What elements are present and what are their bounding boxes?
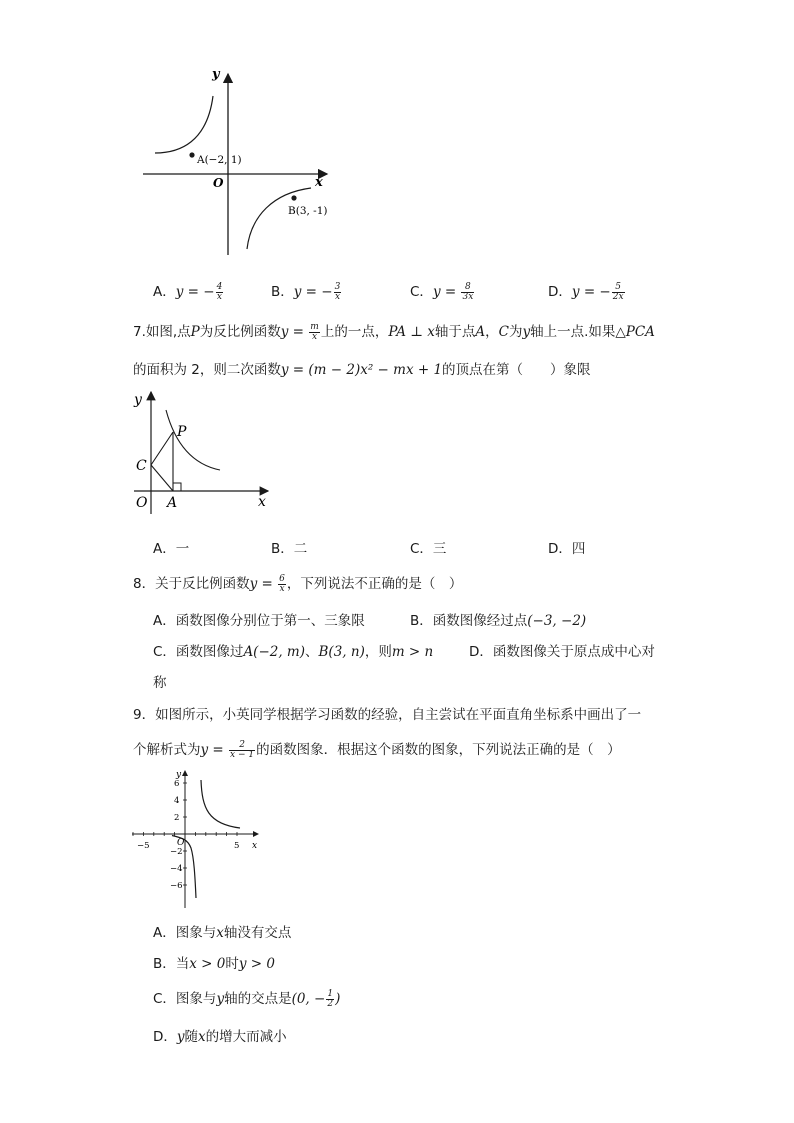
right-angle-mark bbox=[173, 483, 181, 491]
y-axis-label: y bbox=[212, 67, 220, 82]
q9-option-c[interactable]: C．图象与y轴的交点是(0, − $\frac{1}{2}$ ) bbox=[153, 988, 341, 1009]
point-c-label: C bbox=[136, 458, 147, 474]
q9-figure bbox=[128, 768, 263, 910]
fraction: $\frac{1}{2}$ bbox=[327, 988, 334, 1009]
y-tick-neg6: −6 bbox=[170, 881, 183, 891]
fraction: $\frac{m}{x}$ bbox=[310, 321, 319, 342]
q9-option-b[interactable]: B．当x > 0时y > 0 bbox=[153, 956, 275, 972]
q6-figure bbox=[135, 60, 345, 260]
fraction: $\frac{3}{x}$ bbox=[334, 281, 341, 302]
y-axis-label: y bbox=[134, 392, 142, 408]
q8-option-d-wrap: 称 bbox=[153, 675, 167, 691]
curve-branch-4 bbox=[247, 188, 311, 249]
y-tick-2: 2 bbox=[174, 813, 180, 823]
q9-option-a[interactable]: A．图象与x轴没有交点 bbox=[153, 925, 292, 941]
point-b-label: B(3, -1) bbox=[288, 205, 328, 217]
q6-option-d[interactable]: D．y = − $\frac{5}{2x}$ bbox=[548, 281, 624, 302]
q7-figure bbox=[128, 388, 278, 516]
q6-option-a[interactable]: A．y = − $\frac{4}{x}$ bbox=[153, 281, 223, 302]
q6-option-c[interactable]: C．y = $\frac{8}{3x}$ bbox=[410, 281, 474, 302]
curve-right-branch bbox=[201, 780, 240, 828]
q8-option-d[interactable]: D．函数图像关于原点成中心对 bbox=[469, 644, 655, 660]
x-axis-label: x bbox=[252, 841, 258, 851]
q8-stem: 8．关于反比例函数y = $\frac{6}{x}$ ，下列说法不正确的是（ ） bbox=[133, 573, 463, 594]
fraction: $\frac{6}{x}$ bbox=[279, 573, 285, 594]
x-axis-label: x bbox=[315, 175, 323, 190]
y-axis-label: y bbox=[176, 770, 182, 780]
point-a-label: A(−2, 1) bbox=[197, 154, 242, 166]
x-tick-5: 5 bbox=[234, 841, 240, 851]
q7-stem-line2: 的面积为 2，则二次函数y = (m − 2)x² − mx + 1的顶点在第（ ）象限 bbox=[133, 362, 591, 378]
q7-option-b[interactable]: B．二 bbox=[271, 541, 308, 557]
hyperbola-curve bbox=[166, 410, 220, 470]
segment-ca bbox=[151, 465, 173, 491]
point-a-dot bbox=[189, 152, 194, 157]
q8-option-a[interactable]: A．函数图像分别位于第一、三象限 bbox=[153, 613, 365, 629]
segment-pc bbox=[151, 432, 173, 465]
q9-option-d[interactable]: D．y随x的增大而减小 bbox=[153, 1029, 287, 1045]
q7-stem-line1: 7.如图,点P为反比例函数y = $\frac{m}{x}$ 上的一点，PA ⊥ x轴于点A，C为y轴上一点.如果△PCA bbox=[133, 321, 655, 342]
q8-option-b[interactable]: B．函数图像经过点(−3, −2) bbox=[410, 613, 587, 629]
point-p-label: P bbox=[177, 424, 187, 440]
q9-stem-line1: 9．如图所示，小英同学根据学习函数的经验，自主尝试在平面直角坐标系中画出了一 bbox=[133, 707, 642, 723]
q9-stem-line2: 个解析式为y = $\frac{2}{x - 1}$ 的函数图象．根据这个函数的图象，下列说法正确的是（ ） bbox=[133, 739, 621, 760]
q7-option-d[interactable]: D．四 bbox=[548, 541, 586, 557]
q7-option-a[interactable]: A．一 bbox=[153, 541, 190, 557]
fraction: $\frac{4}{x}$ bbox=[216, 281, 223, 302]
point-a-label: A bbox=[167, 495, 178, 511]
x-tick-neg5: −5 bbox=[137, 841, 150, 851]
fraction: $\frac{2}{x - 1}$ bbox=[230, 739, 255, 760]
y-tick-4: 4 bbox=[174, 796, 180, 806]
x-axis-label: x bbox=[258, 494, 266, 510]
origin-label: O bbox=[136, 495, 148, 511]
y-tick-neg4: −4 bbox=[170, 864, 183, 874]
q7-option-c[interactable]: C．三 bbox=[410, 541, 447, 557]
point-b-dot bbox=[291, 195, 296, 200]
fraction: $\frac{8}{3x}$ bbox=[462, 281, 474, 302]
origin-label: O bbox=[177, 838, 185, 848]
origin-label: O bbox=[213, 176, 224, 190]
q6-option-b[interactable]: B．y = − $\frac{3}{x}$ bbox=[271, 281, 341, 302]
q8-option-c[interactable]: C．函数图像过A(−2, m)、B(3, n)，则m > n bbox=[153, 644, 434, 660]
y-tick-neg2: −2 bbox=[170, 847, 183, 857]
fraction: $\frac{5}{2x}$ bbox=[612, 281, 624, 302]
y-tick-6: 6 bbox=[174, 779, 180, 789]
curve-branch-2 bbox=[155, 96, 213, 153]
